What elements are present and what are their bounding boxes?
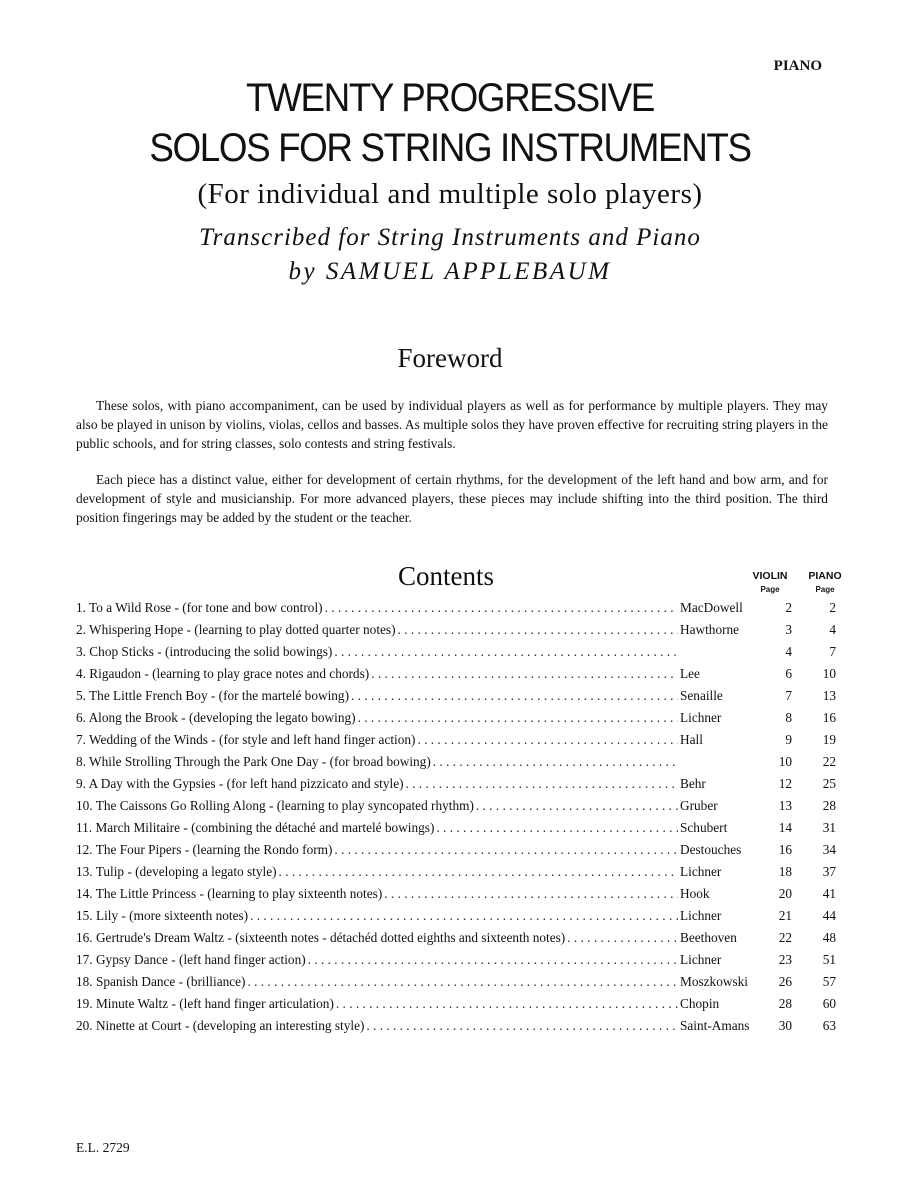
dot-leader (476, 798, 678, 814)
violin-page-number: 6 (785, 666, 792, 681)
piano-page-number: 7 (829, 644, 836, 659)
violin-page-column-header (748, 570, 792, 596)
contents-entry (76, 974, 836, 996)
piano-page-number: 22 (822, 754, 836, 769)
contents-entry (76, 1018, 836, 1040)
contents-entry (76, 776, 836, 798)
piano-page-number: 28 (822, 798, 836, 813)
entry-title: 5. The Little French Boy - (for the martelé bowing) (76, 688, 350, 703)
entry-title: 9. A Day with the Gypsies - (for left hand pizzicato and style) (76, 776, 404, 791)
dot-leader (366, 1018, 678, 1034)
contents-entry (76, 886, 836, 908)
violin-page-number: 9 (785, 732, 792, 747)
violin-page-number: 2 (785, 600, 792, 615)
entry-composer: Schubert (680, 820, 728, 835)
dot-leader (250, 908, 678, 924)
violin-column-sublabel: Page (760, 585, 780, 594)
entry-composer: Beethoven (680, 930, 737, 945)
entry-title: 12. The Four Pipers - (learning the Rondo form) (76, 842, 333, 857)
piano-page-number: 13 (822, 688, 836, 703)
piano-page-number: 48 (822, 930, 836, 945)
entry-title: 4. Rigaudon - (learning to play grace notes and chords) (76, 666, 370, 681)
contents-entry (76, 798, 836, 820)
entry-composer: Moszkowski (680, 974, 748, 989)
entry-composer: Lichner (680, 908, 722, 923)
contents-entry (76, 842, 836, 864)
dot-leader (567, 930, 678, 946)
violin-page-number: 26 (778, 974, 792, 989)
entry-title: 8. While Strolling Through the Park One Day - (for broad bowing) (76, 754, 431, 769)
entry-title: 19. Minute Waltz - (left hand finger articulation) (76, 996, 334, 1011)
dot-leader (371, 666, 678, 682)
foreword-heading: Foreword (397, 343, 503, 373)
contents-entry (76, 908, 836, 930)
entry-title: 1. To a Wild Rose - (for tone and bow control) (76, 600, 323, 615)
title-line-1: TWENTY PROGRESSIVE (246, 76, 654, 120)
entry-title: 11. March Militaire - (combining the détaché and martelé bowings) (76, 820, 435, 835)
violin-column-label: VIOLIN (752, 570, 788, 582)
entry-title: 20. Ninette at Court - (developing an interesting style) (76, 1018, 365, 1033)
piano-page-number: 34 (822, 842, 836, 857)
piano-page-number: 2 (829, 600, 836, 615)
contents-entry (76, 930, 836, 952)
piano-page-number: 16 (822, 710, 836, 725)
entry-title: 18. Spanish Dance - (brilliance) (76, 974, 246, 989)
piano-page-number: 19 (822, 732, 836, 747)
violin-page-number: 12 (778, 776, 792, 791)
contents-entry (76, 952, 836, 974)
piano-page-number: 60 (822, 996, 836, 1011)
entry-composer: Lichner (680, 952, 722, 967)
contents-entry (76, 600, 836, 622)
contents-entry (76, 644, 836, 666)
violin-page-number: 21 (778, 908, 792, 923)
violin-page-number: 7 (785, 688, 792, 703)
entry-composer: Chopin (680, 996, 720, 1011)
contents-entry (76, 754, 836, 776)
piano-column-label: PIANO (808, 570, 842, 582)
contents-list (76, 600, 836, 1040)
entry-title: 2. Whispering Hope - (learning to play dotted quarter notes) (76, 622, 396, 637)
entry-title: 10. The Caissons Go Rolling Along - (learning to play syncopated rhythm) (76, 798, 474, 813)
contents-entry (76, 622, 836, 644)
dot-leader (433, 754, 678, 770)
dot-leader (325, 600, 678, 616)
violin-page-number: 16 (778, 842, 792, 857)
entry-composer: Behr (680, 776, 706, 791)
piano-page-number: 37 (822, 864, 836, 879)
contents-entry (76, 864, 836, 886)
piano-page-number: 57 (822, 974, 836, 989)
dot-leader (358, 710, 678, 726)
violin-page-number: 30 (778, 1018, 792, 1033)
piano-page-number: 44 (822, 908, 836, 923)
violin-page-number: 28 (778, 996, 792, 1011)
entry-title: 13. Tulip - (developing a legato style) (76, 864, 277, 879)
entry-title: 6. Along the Brook - (developing the legato bowing) (76, 710, 356, 725)
violin-page-number: 3 (785, 622, 792, 637)
contents-entry (76, 688, 836, 710)
author-credit: by SAMUEL APPLEBAUM (288, 258, 612, 285)
dot-leader (334, 644, 678, 660)
contents-entry (76, 820, 836, 842)
entry-composer: Hawthorne (680, 622, 740, 637)
piano-page-number: 4 (829, 622, 836, 637)
entry-title: 17. Gypsy Dance - (left hand finger action) (76, 952, 306, 967)
contents-entry (76, 710, 836, 732)
piano-page-number: 41 (822, 886, 836, 901)
entry-composer: Lichner (680, 710, 722, 725)
violin-page-number: 8 (785, 710, 792, 725)
dot-leader (336, 996, 678, 1012)
entry-composer: Saint-Amans (680, 1018, 750, 1033)
violin-page-number: 18 (778, 864, 792, 879)
piano-column-sublabel: Page (815, 585, 835, 594)
entry-composer: Lichner (680, 864, 722, 879)
entry-composer: Hook (680, 886, 710, 901)
entry-title: 14. The Little Princess - (learning to play sixteenth notes) (76, 886, 383, 901)
piano-page-number: 51 (822, 952, 836, 967)
entry-composer: Destouches (680, 842, 742, 857)
entry-title: 15. Lily - (more sixteenth notes) (76, 908, 249, 923)
entry-title: 7. Wedding of the Winds - (for style and left hand finger action) (76, 732, 416, 747)
dot-leader (417, 732, 678, 748)
dot-leader (279, 864, 678, 880)
piano-page-number: 31 (822, 820, 836, 835)
violin-page-number: 10 (778, 754, 792, 769)
foreword-paragraph: These solos, with piano accompaniment, can be used by individual players as well as for performance by multiple players. They may also be played in unison by violins, violas, cellos and basses. As multiple solos they have proven effective for recruiting string players in the public schools, and for string classes, solo contests and string festivals. (76, 398, 828, 451)
dot-leader (384, 886, 678, 902)
entry-composer: Hall (680, 732, 703, 747)
piano-page-number: 63 (822, 1018, 836, 1033)
dot-leader (436, 820, 678, 836)
entry-title: 16. Gertrude's Dream Waltz - (sixteenth notes - détachéd dotted eighths and sixteenth notes) (76, 930, 566, 945)
foreword-paragraph: Each piece has a distinct value, either for development of certain rhythms, for the development of the left hand and bow arm, and for development of style and musicianship. For more advanced players, these pieces may include shifting into the third position. The third position fingerings may be added by the student or the teacher. (76, 472, 828, 525)
violin-page-number: 22 (778, 930, 792, 945)
dot-leader (398, 622, 678, 638)
entry-composer: MacDowell (680, 600, 743, 615)
violin-page-number: 20 (778, 886, 792, 901)
dot-leader (308, 952, 678, 968)
piano-page-number: 25 (822, 776, 836, 791)
violin-page-number: 4 (785, 644, 792, 659)
piano-page-column-header (803, 570, 847, 596)
entry-composer: Senaille (680, 688, 723, 703)
dot-leader (351, 688, 678, 704)
dot-leader (247, 974, 678, 990)
dot-leader (406, 776, 678, 792)
entry-composer: Lee (680, 666, 700, 681)
violin-page-number: 13 (778, 798, 792, 813)
contents-entry (76, 996, 836, 1018)
entry-title: 3. Chop Sticks - (introducing the solid bowings) (76, 644, 333, 659)
transcription-credit: Transcribed for String Instruments and Piano (199, 224, 701, 251)
subtitle: (For individual and multiple solo players) (197, 178, 703, 210)
contents-entry (76, 666, 836, 688)
violin-page-number: 14 (778, 820, 792, 835)
piano-page-number: 10 (822, 666, 836, 681)
violin-page-number: 23 (778, 952, 792, 967)
title-line-2: SOLOS FOR STRING INSTRUMENTS (149, 126, 751, 170)
contents-entry (76, 732, 836, 754)
entry-composer: Gruber (680, 798, 718, 813)
dot-leader (334, 842, 678, 858)
part-label: PIANO (773, 58, 822, 74)
contents-heading: Contents (398, 561, 495, 591)
catalog-number: E.L. 2729 (76, 1140, 130, 1155)
